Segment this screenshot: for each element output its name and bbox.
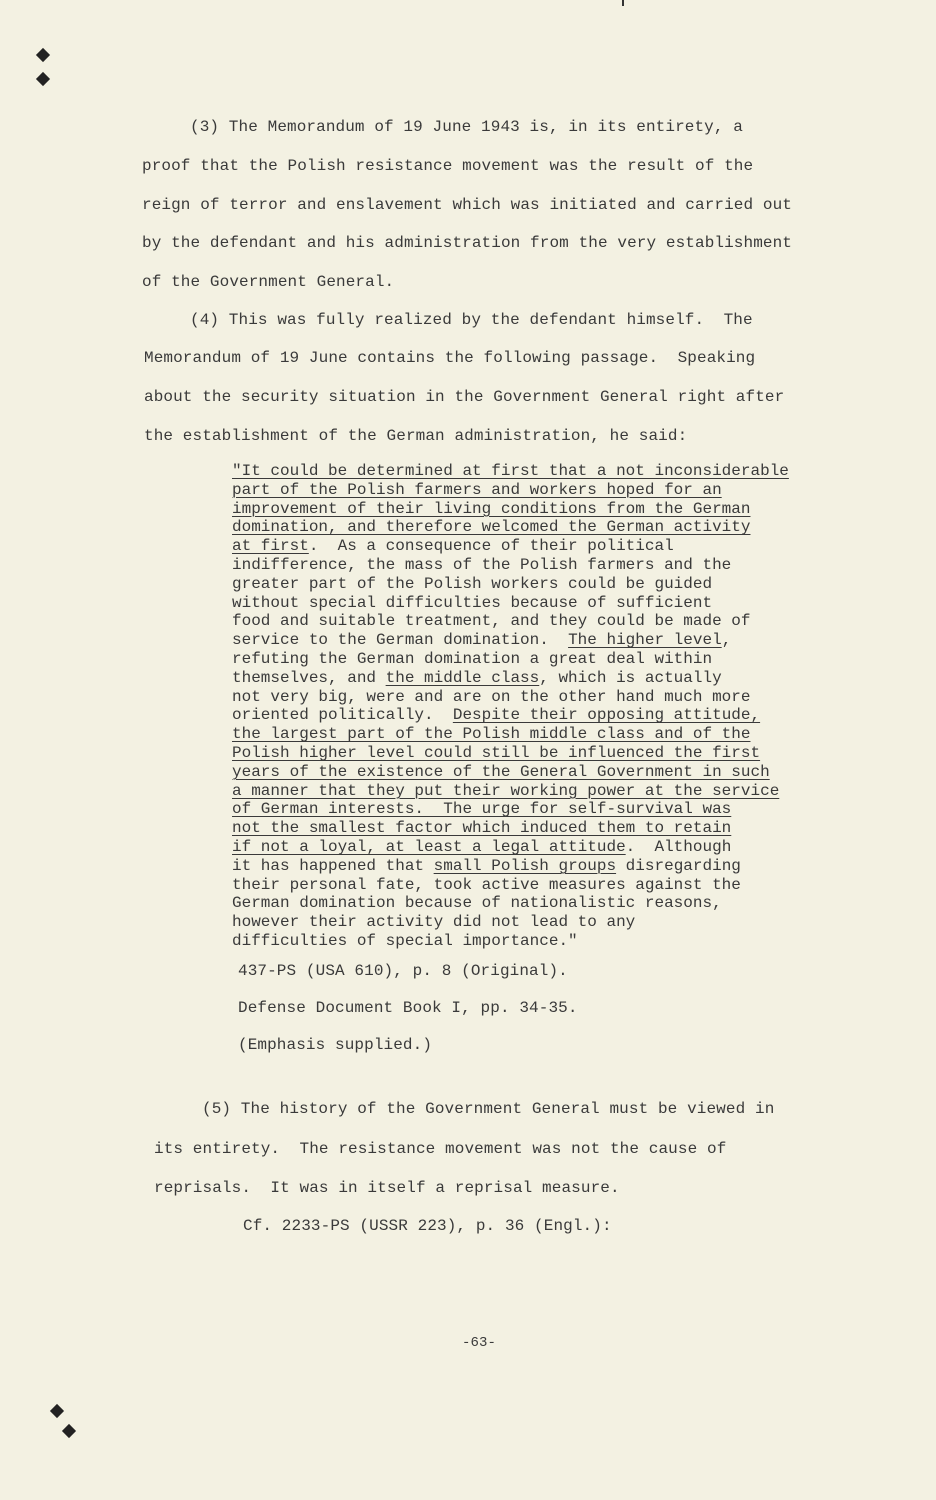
quote-line bbox=[232, 688, 789, 707]
emphasized-text: The higher level bbox=[568, 631, 722, 650]
text-line: (3) The Memorandum of 19 June 1943 is, in its entirety, a bbox=[190, 118, 743, 136]
quote-text: not very big, were and are on the other hand much more bbox=[232, 687, 751, 706]
defense-citation: Defense Document Book I, pp. 34-35. bbox=[238, 999, 578, 1017]
quote-line bbox=[232, 706, 789, 725]
emphasis-note: (Emphasis supplied.) bbox=[238, 1036, 433, 1054]
text-line: the establishment of the German administration, he said: bbox=[144, 427, 688, 445]
quote-text: , which is actually bbox=[539, 668, 722, 687]
emphasized-text: the middle class bbox=[385, 668, 540, 687]
text-line: about the security situation in the Government General right after bbox=[144, 388, 785, 406]
emphasized-text: Polish higher level could still be influenced the first bbox=[232, 743, 761, 762]
text-line: (4) This was fully realized by the defendant himself. The bbox=[190, 311, 753, 329]
text-line: Memorandum of 19 June contains the following passage. Speaking bbox=[144, 349, 756, 367]
quote-line bbox=[232, 838, 789, 857]
quote-line bbox=[232, 857, 789, 876]
quote-line bbox=[232, 594, 789, 613]
quote-line bbox=[232, 669, 789, 688]
quote-text: themselves, and bbox=[232, 668, 386, 687]
emphasized-text: "It could be determined at first that a not inconsiderable bbox=[232, 462, 789, 480]
emphasized-text: part of the Polish farmers and workers hoped for an bbox=[232, 480, 722, 499]
quote-line bbox=[232, 782, 789, 801]
text-line: its entirety. The resistance movement was not the cause of bbox=[154, 1140, 727, 1158]
quote-text: . As a consequence of their political bbox=[308, 537, 674, 556]
quote-line bbox=[232, 800, 789, 819]
quote-text: service to the German domination. bbox=[232, 631, 569, 650]
emphasized-text: not the smallest factor which induced them to retain bbox=[232, 819, 732, 838]
text-line: of the Government General. bbox=[142, 273, 395, 291]
text-line: reign of terror and enslavement which was initiated and carried out bbox=[142, 196, 793, 214]
quote-text: indifference, the mass of the Polish farmers and the bbox=[232, 555, 732, 574]
quote-line bbox=[232, 932, 789, 951]
quote-text: refuting the German domination a great deal within bbox=[232, 649, 713, 668]
emphasized-text: small Polish groups bbox=[433, 856, 617, 875]
emphasized-text: of German interests. The urge for self-survival was bbox=[232, 800, 732, 819]
emphasized-text: Despite their opposing attitude, bbox=[452, 706, 761, 725]
quote-text: food and suitable treatment, and they could be made of bbox=[232, 612, 751, 631]
quote-text: greater part of the Polish workers could be guided bbox=[232, 574, 713, 593]
emphasized-text: domination, and therefore welcomed the German activity bbox=[232, 518, 751, 537]
quote-text: disregarding bbox=[616, 856, 741, 875]
quote-text: oriented politically. bbox=[232, 706, 453, 725]
quote-line bbox=[232, 612, 789, 631]
quote-line bbox=[232, 819, 789, 838]
quote-text: without special difficulties because of sufficient bbox=[232, 593, 713, 612]
quote-line bbox=[232, 462, 789, 481]
page-number: -63- bbox=[462, 1335, 497, 1351]
emphasized-text: the largest part of the Polish middle class and of the bbox=[232, 725, 751, 744]
punch-hole-mark bbox=[50, 1404, 64, 1418]
quote-line bbox=[232, 763, 789, 782]
quote-text: their personal fate, took active measures against the bbox=[232, 875, 741, 894]
quote-line bbox=[232, 894, 789, 913]
text-line: reprisals. It was in itself a reprisal measure. bbox=[154, 1179, 620, 1197]
quote-line bbox=[232, 725, 789, 744]
emphasized-text: improvement of their living conditions from the German bbox=[232, 499, 751, 518]
text-line: proof that the Polish resistance movement was the result of the bbox=[142, 157, 754, 175]
cross-reference: Cf. 2233-PS (USSR 223), p. 36 (Engl.): bbox=[243, 1217, 612, 1235]
quote-line bbox=[232, 537, 789, 556]
emphasized-text: if not a loyal, at least a legal attitude bbox=[232, 837, 626, 856]
edge-mark bbox=[622, 0, 624, 6]
quote-line bbox=[232, 575, 789, 594]
quote-line bbox=[232, 913, 789, 932]
source-citation: 437-PS (USA 610), p. 8 (Original). bbox=[238, 962, 568, 980]
quote-line bbox=[232, 481, 789, 500]
quote-text: however their activity did not lead to any bbox=[232, 913, 636, 932]
text-line: (5) The history of the Government General must be viewed in bbox=[202, 1100, 775, 1118]
quote-text: . Although bbox=[625, 837, 732, 856]
text-line: by the defendant and his administration from the very establishment bbox=[142, 234, 793, 252]
quote-text: it has happened that bbox=[232, 856, 434, 875]
quote-text: German domination because of nationalistic reasons, bbox=[232, 894, 722, 913]
quote-text: , bbox=[721, 631, 732, 650]
quote-text: difficulties of special importance." bbox=[232, 931, 578, 950]
emphasized-text: a manner that they put their working power at the service bbox=[232, 781, 780, 800]
punch-hole-mark bbox=[62, 1424, 76, 1438]
block-quote bbox=[232, 462, 789, 951]
punch-hole-mark bbox=[36, 48, 50, 62]
quote-line bbox=[232, 650, 789, 669]
quote-line bbox=[232, 876, 789, 895]
punch-hole-mark bbox=[36, 72, 50, 86]
quote-line bbox=[232, 556, 789, 575]
quote-line bbox=[232, 631, 789, 650]
quote-line bbox=[232, 518, 789, 537]
emphasized-text: years of the existence of the General Government in such bbox=[232, 762, 770, 781]
quote-line bbox=[232, 744, 789, 763]
emphasized-text: at first bbox=[232, 537, 309, 556]
quote-line bbox=[232, 500, 789, 519]
